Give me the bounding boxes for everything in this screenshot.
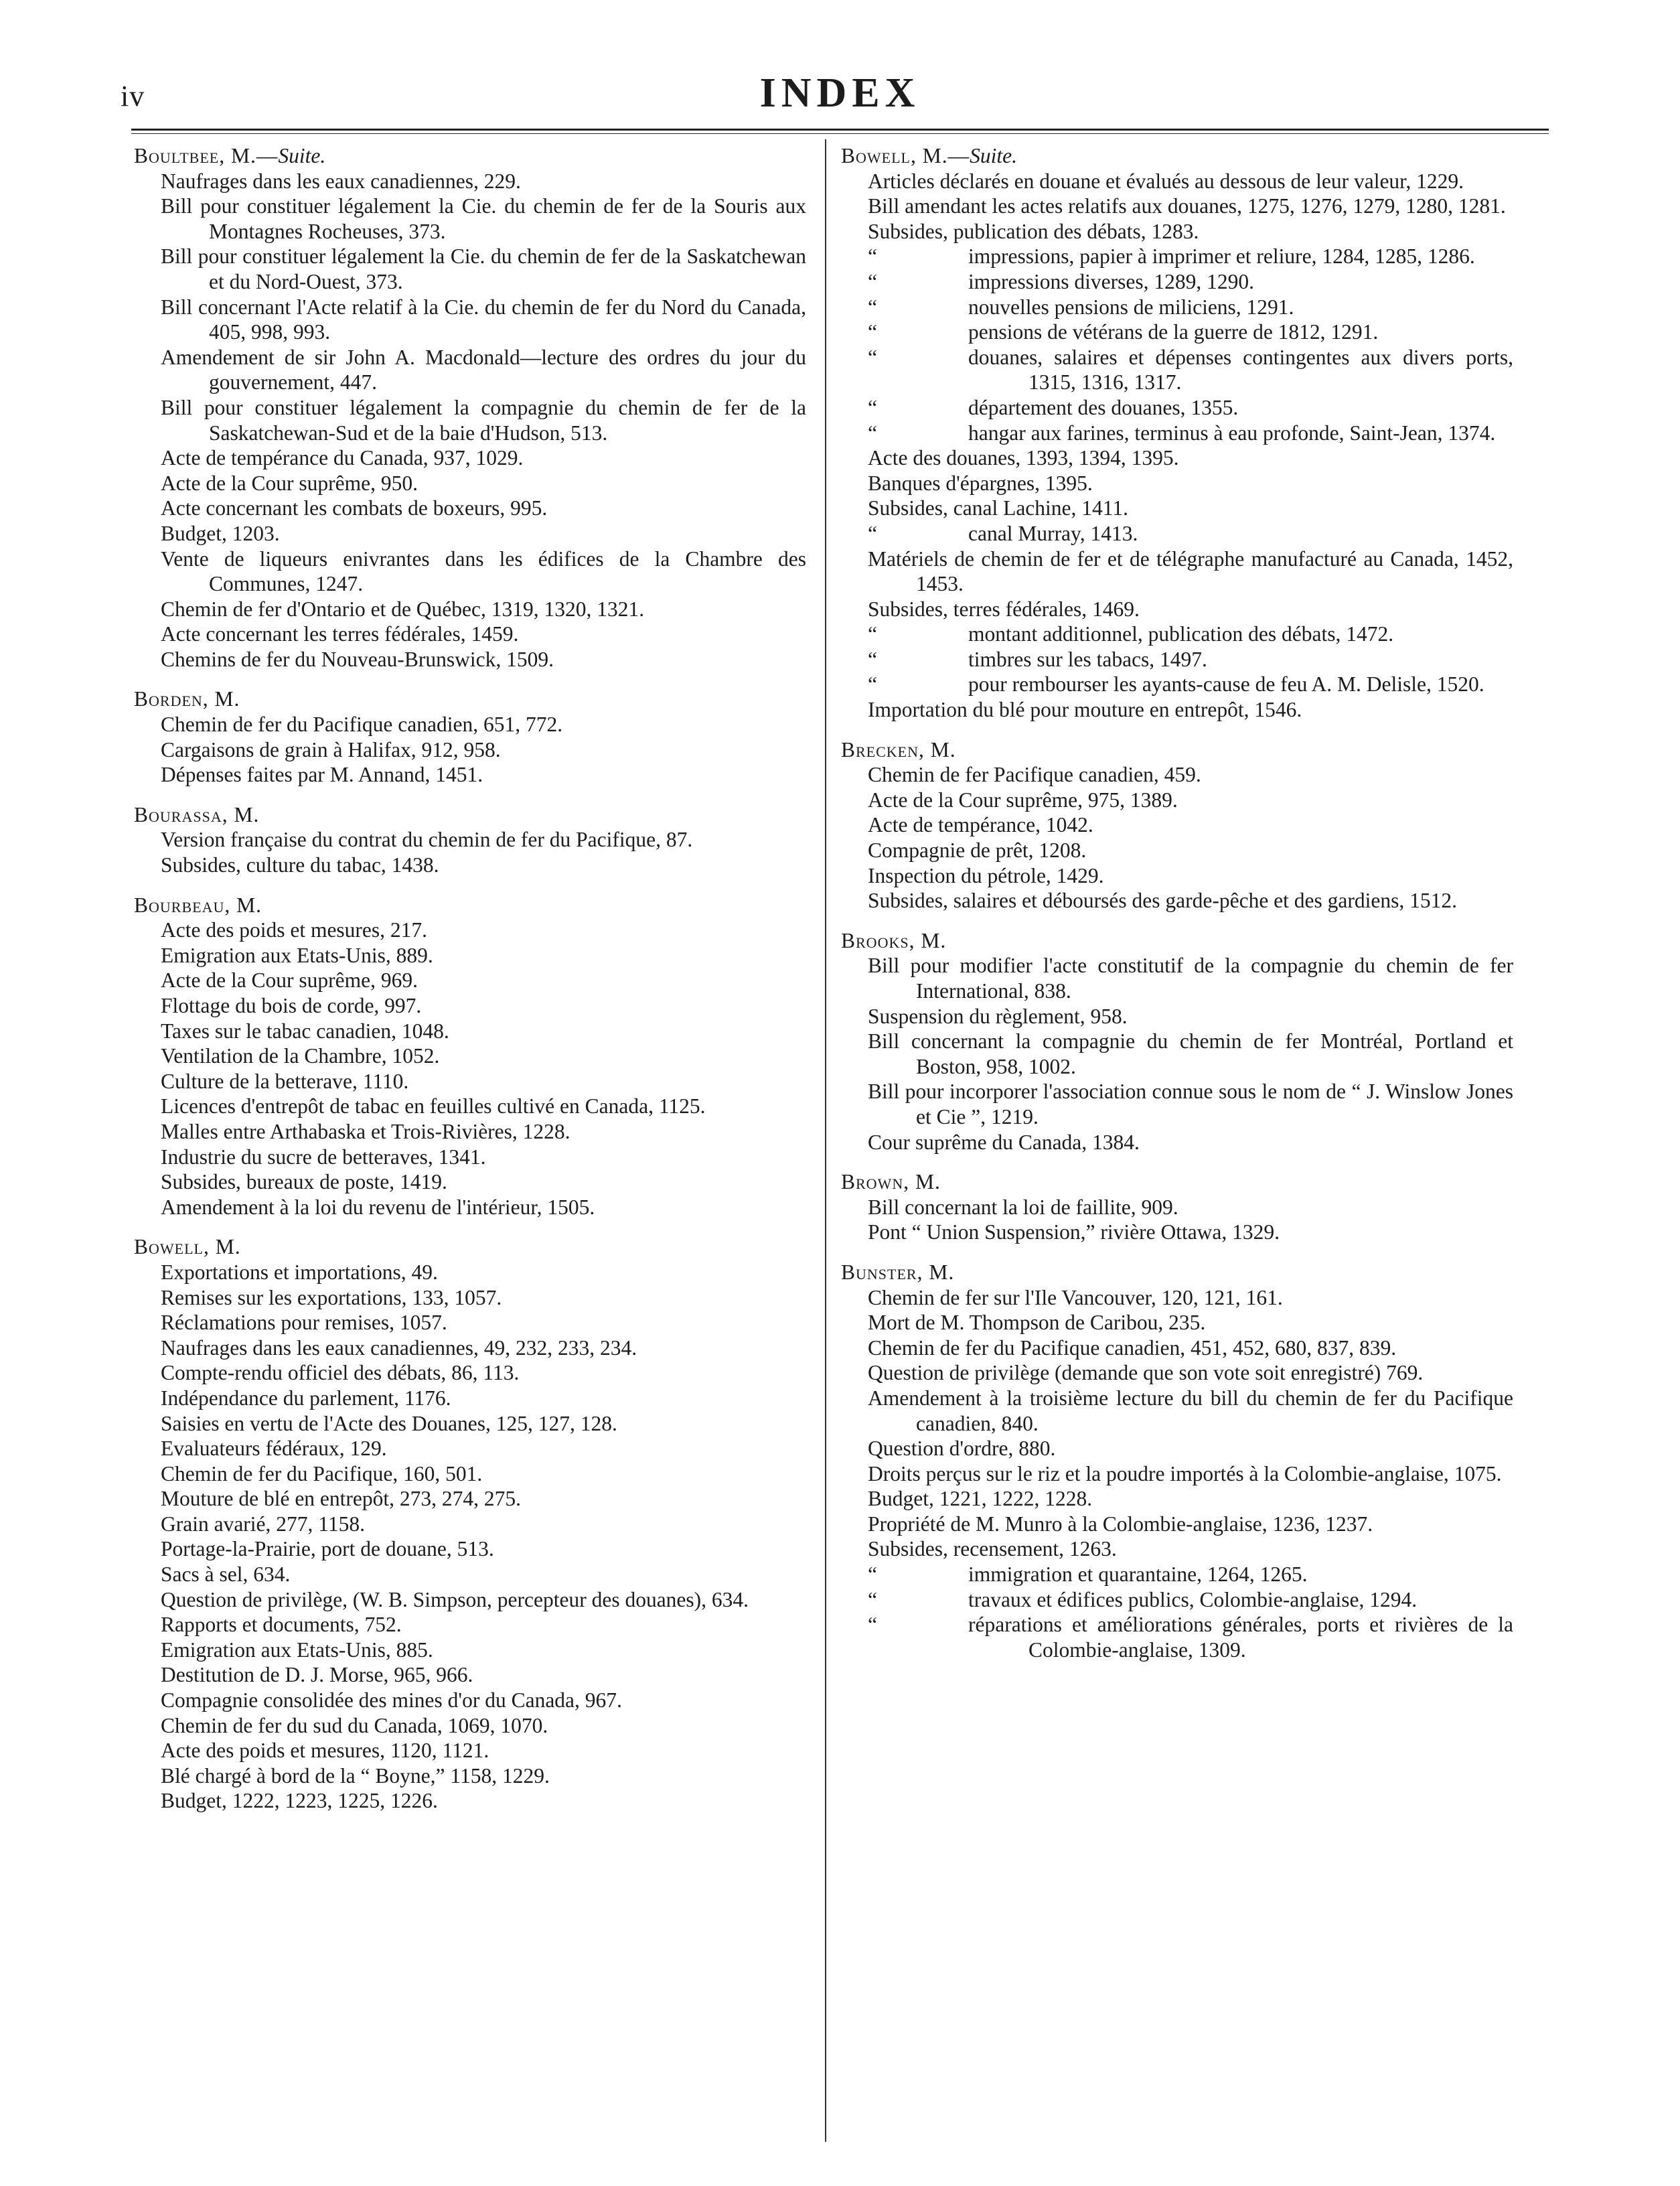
- index-entry: Chemin de fer du sud du Canada, 1069, 1070.: [161, 1713, 548, 1737]
- entry-text: Subsides, publication des débats, 1283.: [868, 219, 1199, 243]
- index-entry: Ventilation de la Chambre, 1052.: [161, 1044, 440, 1068]
- member-name: Bourassa, M.: [134, 802, 260, 826]
- index-entry: Compte-rendu officiel des débats, 86, 113.: [161, 1361, 520, 1385]
- index-entry: [841, 812, 1513, 838]
- ditto-mark: “: [868, 622, 877, 646]
- section-heading: [841, 1260, 1513, 1285]
- entry-text: pensions de vétérans de la guerre de 1812, 1291.: [968, 320, 1379, 344]
- entry-text: Matériels de chemin de fer et de télégraphe manufacturé au Canada, 1452, 1453.: [868, 546, 1513, 596]
- entry-text: département des douanes, 1355.: [968, 395, 1239, 419]
- entry-text: Mort de M. Thompson de Caribou, 235.: [868, 1311, 1206, 1335]
- entry-text: Chemin de fer sur l'Ile Vancouver, 120, 121, 161.: [868, 1285, 1283, 1309]
- ditto-mark: “: [868, 672, 877, 697]
- section-heading: [134, 686, 806, 712]
- member-name: Bowell, M.—: [841, 144, 970, 167]
- index-entry: [841, 345, 1513, 395]
- entry-text: Question d'ordre, 880.: [868, 1437, 1056, 1461]
- entry-text: Bill pour incorporer l'association connue sous le nom de “ J. Winslow Jones et Cie ”, 1219.: [868, 1080, 1513, 1128]
- index-entry: [841, 445, 1513, 471]
- index-entry: Industrie du sucre de betteraves, 1341.: [161, 1145, 486, 1169]
- ditto-mark: “: [868, 269, 877, 293]
- index-entry: Version française du contrat du chemin de fer du Pacifique, 87.: [161, 828, 693, 852]
- entry-text: Acte des douanes, 1393, 1394, 1395.: [868, 446, 1179, 470]
- index-entry: Blé chargé à bord de la “ Boyne,” 1158, 1229.: [161, 1763, 550, 1788]
- entry-text: Chemin de fer du Pacifique canadien, 451, 452, 680, 837, 839.: [868, 1335, 1397, 1360]
- index-entry: [841, 697, 1513, 723]
- entry-text: Budget, 1221, 1222, 1228.: [868, 1487, 1093, 1511]
- index-entry: [841, 244, 1513, 269]
- index-entry: Amendement à la loi du revenu de l'intérieur, 1505.: [161, 1195, 595, 1219]
- index-entry: Réclamations pour remises, 1057.: [161, 1311, 447, 1335]
- entry-text: timbres sur les tabacs, 1497.: [968, 647, 1207, 671]
- index-entry: [841, 838, 1513, 863]
- index-entry: Naufrages dans les eaux canadiennes, 229.: [161, 169, 521, 193]
- section-heading: [841, 928, 1513, 954]
- index-entry: Sacs à sel, 634.: [161, 1562, 291, 1587]
- index-entry: [841, 295, 1513, 320]
- index-entry: Amendement de sir John A. Macdonald—lecture des ordres du jour du gouvernement, 447.: [161, 345, 806, 394]
- entry-text: Acte de tempérance, 1042.: [868, 813, 1093, 837]
- index-section: [134, 893, 806, 1220]
- member-name: Bunster, M.: [841, 1260, 955, 1284]
- index-entry: [841, 622, 1513, 647]
- index-entry: Licences d'entrepôt de tabac en feuilles cultivé en Canada, 1125.: [161, 1094, 706, 1118]
- entry-text: Importation du blé pour mouture en entrepôt, 1546.: [868, 698, 1302, 722]
- member-name: Bourbeau, M.: [134, 893, 262, 917]
- index-entry: [841, 395, 1513, 421]
- index-entry: [841, 1386, 1513, 1436]
- index-entry: Remises sur les exportations, 133, 1057.: [161, 1285, 502, 1309]
- index-section: [841, 143, 1513, 723]
- entry-text: Articles déclarés en douane et évalués au dessous de leur valeur, 1229.: [868, 169, 1464, 193]
- entry-text: Subsides, terres fédérales, 1469.: [868, 597, 1140, 621]
- entry-text: nouvelles pensions de miliciens, 1291.: [968, 295, 1294, 319]
- entry-text: canal Murray, 1413.: [968, 521, 1138, 545]
- index-entry: [841, 1004, 1513, 1029]
- index-entry: [841, 1130, 1513, 1155]
- index-entry: Acte concernant les combats de boxeurs, 995.: [161, 496, 548, 520]
- index-entry: Acte des poids et mesures, 1120, 1121.: [161, 1739, 489, 1763]
- index-entry: [841, 1029, 1513, 1079]
- index-entry: Subsides, bureaux de poste, 1419.: [161, 1170, 447, 1194]
- entry-text: Question de privilège (demande que son vote soit enregistré) 769.: [868, 1361, 1424, 1385]
- index-entry: Bill pour constituer légalement la Cie. du chemin de fer de la Souris aux Montagnes Rocheuses, 373.: [161, 194, 806, 243]
- index-entry: [841, 269, 1513, 295]
- index-entry: Acte de la Cour suprême, 969.: [161, 968, 418, 993]
- index-entry: [841, 1512, 1513, 1537]
- index-entry: [841, 1360, 1513, 1386]
- index-entry: [841, 1220, 1513, 1245]
- entry-text: réparations et améliorations générales, ports et rivières de la Colombie-anglaise, 1309.: [968, 1613, 1513, 1662]
- index-entry: [841, 1587, 1513, 1613]
- member-name: Boultbee, M.—: [134, 144, 279, 167]
- index-entry: Flottage du bois de corde, 997.: [161, 994, 422, 1017]
- entry-text: Chemin de fer Pacifique canadien, 459.: [868, 763, 1201, 787]
- entry-text: Inspection du pétrole, 1429.: [868, 863, 1104, 887]
- index-entry: Destitution de D. J. Morse, 965, 966.: [161, 1663, 473, 1687]
- ditto-mark: “: [868, 395, 877, 419]
- index-section: [134, 686, 806, 787]
- index-entry: [841, 421, 1513, 446]
- index-entry: Chemin de fer d'Ontario et de Québec, 1319, 1320, 1321.: [161, 597, 645, 621]
- index-entry: Emigration aux Etats-Unis, 889.: [161, 943, 433, 967]
- index-entry: Bill concernant l'Acte relatif à la Cie. du chemin de fer du Nord du Canada, 405, 998, 993.: [161, 295, 806, 344]
- header-rule: [131, 129, 1549, 134]
- index-entry: [841, 471, 1513, 496]
- member-name: Bowell, M.: [134, 1235, 241, 1259]
- index-entry: [841, 1335, 1513, 1361]
- index-entry: Budget, 1203.: [161, 521, 280, 545]
- section-heading: [134, 143, 806, 169]
- entry-text: Bill concernant la compagnie du chemin de fer Montréal, Portland et Boston, 958, 1002.: [868, 1029, 1513, 1078]
- entry-text: immigration et quarantaine, 1264, 1265.: [968, 1562, 1308, 1587]
- suite-label: Suite.: [278, 144, 326, 167]
- index-entry: Evaluateurs fédéraux, 129.: [161, 1437, 387, 1461]
- index-entry: [841, 1486, 1513, 1512]
- index-entry: [841, 169, 1513, 194]
- section-heading: [841, 143, 1513, 169]
- entry-text: travaux et édifices publics, Colombie-anglaise, 1294.: [968, 1587, 1418, 1611]
- entry-text: Droits perçus sur le riz et la poudre importés à la Colombie-anglaise, 1075.: [868, 1461, 1502, 1485]
- index-entry: [841, 319, 1513, 345]
- entry-text: Cour suprême du Canada, 1384.: [868, 1130, 1140, 1154]
- entry-text: Amendement à la troisième lecture du bill du chemin de fer du Pacifique canadien, 840.: [868, 1386, 1513, 1435]
- ditto-mark: “: [868, 521, 877, 545]
- index-section: [841, 1260, 1513, 1663]
- index-entry: Naufrages dans les eaux canadiennes, 49, 232, 233, 234.: [161, 1335, 637, 1360]
- section-heading: [134, 1234, 806, 1260]
- index-entry: [841, 1461, 1513, 1487]
- entry-text: pour rembourser les ayants-cause de feu A. M. Delisle, 1520.: [968, 672, 1484, 697]
- entry-text: Bill amendant les actes relatifs aux douanes, 1275, 1276, 1279, 1280, 1281.: [868, 194, 1506, 218]
- entry-text: impressions, papier à imprimer et reliure, 1284, 1285, 1286.: [968, 244, 1475, 269]
- entry-text: Subsides, canal Lachine, 1411.: [868, 496, 1128, 520]
- entry-text: Compagnie de prêt, 1208.: [868, 839, 1087, 863]
- entry-text: hangar aux farines, terminus à eau profonde, Saint-Jean, 1374.: [968, 421, 1496, 445]
- index-section: [134, 802, 806, 878]
- index-entry: [841, 672, 1513, 697]
- index-section: [841, 928, 1513, 1155]
- ditto-mark: “: [868, 345, 877, 369]
- ditto-mark: “: [868, 421, 877, 445]
- index-entry: Vente de liqueurs enivrantes dans les édifices de la Chambre des Communes, 1247.: [161, 546, 806, 596]
- ditto-mark: “: [868, 1587, 877, 1611]
- entry-text: Bill concernant la loi de faillite, 909.: [868, 1195, 1178, 1219]
- index-entry: Chemin de fer du Pacifique, 160, 501.: [161, 1461, 483, 1485]
- index-entry: Budget, 1222, 1223, 1225, 1226.: [161, 1789, 438, 1813]
- index-entry: Saisies en vertu de l'Acte des Douanes, 125, 127, 128.: [161, 1411, 617, 1435]
- index-entry: Culture de la betterave, 1110.: [161, 1069, 409, 1093]
- index-entry: Mouture de blé en entrepôt, 273, 274, 275.: [161, 1487, 522, 1511]
- index-entry: Acte concernant les terres fédérales, 1459.: [161, 622, 519, 646]
- index-entry: Acte de la Cour suprême, 950.: [161, 471, 418, 495]
- entry-text: Bill pour modifier l'acte constitutif de la compagnie du chemin de fer International, 838.: [868, 954, 1513, 1003]
- index-entry: [841, 546, 1513, 597]
- index-entry: [841, 1436, 1513, 1461]
- index-entry: [841, 647, 1513, 672]
- index-entry: Chemins de fer du Nouveau-Brunswick, 1509.: [161, 647, 554, 671]
- index-entry: Bill pour constituer légalement la compagnie du chemin de fer de la Saskatchewan-Sud et de la baie d'Hudson, 513.: [161, 395, 806, 445]
- index-section: [841, 1169, 1513, 1245]
- left-column: [134, 143, 806, 1828]
- entry-text: Banques d'épargnes, 1395.: [868, 471, 1093, 495]
- index-entry: [841, 1195, 1513, 1220]
- index-section: [841, 737, 1513, 914]
- index-entry: Subsides, culture du tabac, 1438.: [161, 853, 439, 877]
- index-entry: Indépendance du parlement, 1176.: [161, 1386, 451, 1410]
- index-entry: [841, 1310, 1513, 1335]
- ditto-mark: “: [868, 295, 877, 319]
- member-name: Borden, M.: [134, 687, 240, 711]
- page-number: iv: [121, 80, 145, 113]
- index-entry: Acte des poids et mesures, 217.: [161, 918, 428, 942]
- index-entry: Acte de tempérance du Canada, 937, 1029.: [161, 446, 524, 470]
- member-name: Brooks, M.: [841, 928, 947, 952]
- index-entry: [841, 1079, 1513, 1129]
- member-name: Brecken, M.: [841, 737, 956, 761]
- entry-text: Propriété de M. Munro à la Colombie-anglaise, 1236, 1237.: [868, 1512, 1373, 1536]
- index-section: [134, 1234, 806, 1814]
- index-entry: [841, 888, 1513, 914]
- suite-label: Suite.: [970, 144, 1017, 167]
- ditto-mark: “: [868, 647, 877, 671]
- entry-text: Acte de la Cour suprême, 975, 1389.: [868, 788, 1178, 812]
- index-entry: [841, 1536, 1513, 1562]
- index-entry: Cargaisons de grain à Halifax, 912, 958.: [161, 737, 501, 761]
- index-entry: Exportations et importations, 49.: [161, 1260, 438, 1284]
- index-entry: Bill pour constituer légalement la Cie. du chemin de fer de la Saskatchewan et du Nord-Ouest, 373.: [161, 244, 806, 293]
- ditto-mark: “: [868, 320, 877, 344]
- index-entry: Malles entre Arthabaska et Trois-Rivières, 1228.: [161, 1119, 570, 1143]
- index-entry: Question de privilège, (W. B. Simpson, percepteur des douanes), 634.: [161, 1587, 749, 1611]
- index-entry: [841, 219, 1513, 244]
- index-entry: [841, 496, 1513, 521]
- index-section: [134, 143, 806, 672]
- index-entry: Compagnie consolidée des mines d'or du Canada, 967.: [161, 1688, 622, 1713]
- column-divider: [825, 139, 826, 2142]
- index-entry: Grain avarié, 277, 1158.: [161, 1512, 365, 1536]
- ditto-mark: “: [868, 1562, 877, 1587]
- entry-text: Subsides, salaires et déboursés des garde-pêche et des gardiens, 1512.: [868, 889, 1457, 913]
- ditto-mark: “: [868, 244, 877, 269]
- index-entry: [841, 597, 1513, 622]
- section-heading: [134, 802, 806, 828]
- entry-text: Subsides, recensement, 1263.: [868, 1537, 1117, 1561]
- section-heading: [841, 1169, 1513, 1195]
- right-column: [841, 143, 1513, 1677]
- index-entry: Chemin de fer du Pacifique canadien, 651, 772.: [161, 713, 563, 737]
- index-entry: [841, 788, 1513, 813]
- index-entry: [841, 762, 1513, 788]
- index-entry: Emigration aux Etats-Unis, 885.: [161, 1637, 433, 1662]
- index-entry: [841, 863, 1513, 889]
- index-entry: Rapports et documents, 752.: [161, 1613, 402, 1637]
- entry-text: douanes, salaires et dépenses contingentes aux divers ports, 1315, 1316, 1317.: [968, 345, 1513, 394]
- ditto-mark: “: [868, 1613, 877, 1637]
- entry-text: impressions diverses, 1289, 1290.: [968, 269, 1254, 293]
- entry-text: Pont “ Union Suspension,” rivière Ottawa, 1329.: [868, 1220, 1280, 1244]
- index-entry: [841, 521, 1513, 546]
- index-entry: [841, 953, 1513, 1003]
- index-entry: [841, 1285, 1513, 1311]
- entry-text: montant additionnel, publication des débats, 1472.: [968, 622, 1394, 646]
- index-entry: Portage-la-Prairie, port de douane, 513.: [161, 1537, 494, 1561]
- entry-text: Suspension du règlement, 958.: [868, 1004, 1128, 1028]
- index-entry: Taxes sur le tabac canadien, 1048.: [161, 1019, 449, 1043]
- index-entry: [841, 194, 1513, 219]
- page-title: INDEX: [759, 70, 921, 116]
- section-heading: [134, 893, 806, 918]
- index-entry: [841, 1562, 1513, 1587]
- index-entry: [841, 1612, 1513, 1662]
- member-name: Brown, M.: [841, 1170, 941, 1194]
- section-heading: [841, 737, 1513, 763]
- index-entry: Dépenses faites par M. Annand, 1451.: [161, 763, 483, 787]
